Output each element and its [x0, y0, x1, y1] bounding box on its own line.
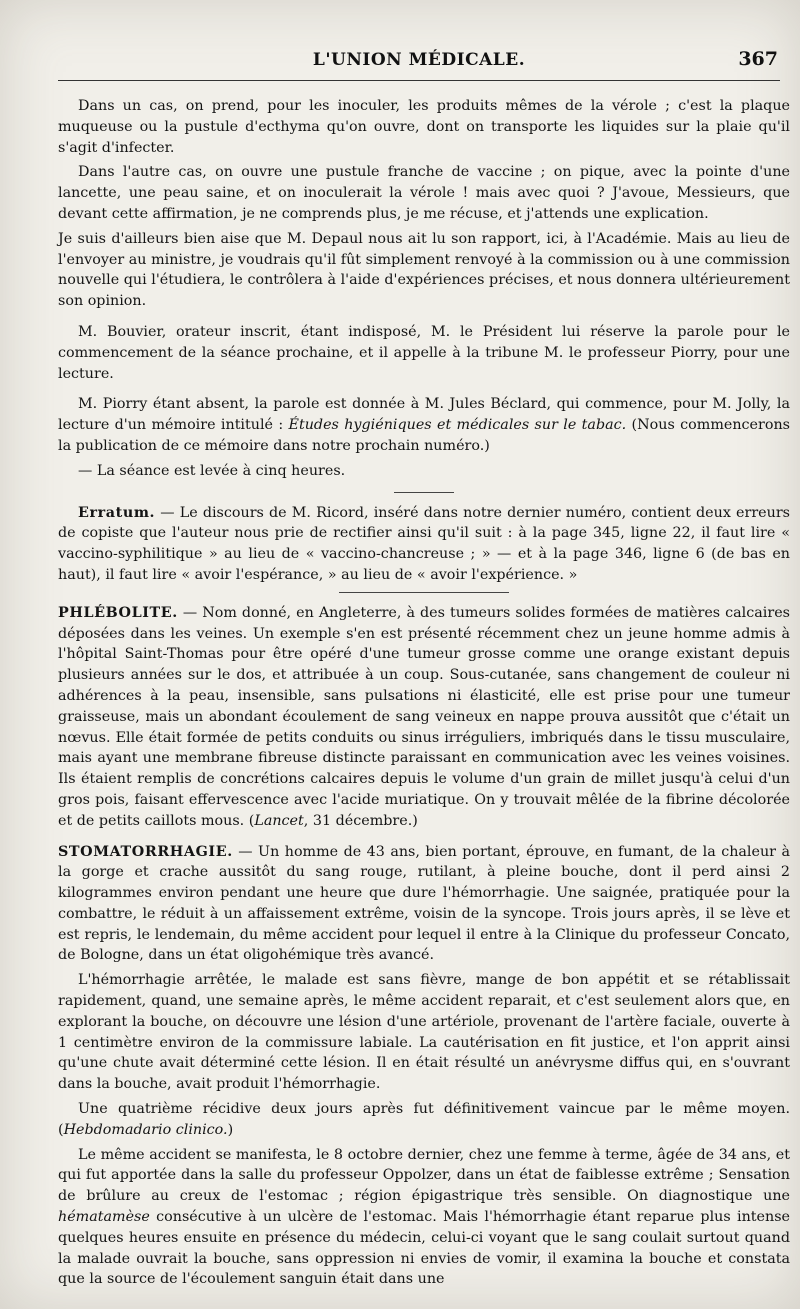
erratum-text: — Le discours de M. Ricord, inséré dans notre dernier numéro, contient deux erreurs de copiste que l'auteur nous prie de rectifier ainsi qu'il suit : à la page 345, ligne 22, il faut lire « vaccino-syphilitique » au lieu de « vaccino-chancreuse ; » — et à la page 346, ligne 6 (de bas en haut), il faut lire « avoir l'espérance, » au lieu de « avoir l'expérience. »: [58, 504, 790, 583]
erratum-lead: Erratum.: [78, 504, 156, 521]
phlebolite-date: , 31 décembre.): [303, 812, 418, 829]
paragraph-note: (Nous commencerons la publication de ce mémoire dans notre prochain numéro.): [58, 417, 790, 454]
stomatorrhagie-paragraph: [58, 842, 790, 967]
phlebolite-lead: PHLÉBOLITE.: [58, 604, 178, 621]
phlebolite-source: Lancet: [254, 812, 304, 829]
paragraph: [58, 1099, 790, 1141]
memoire-title: Études hygiéniques et médicales sur le tabac.: [288, 417, 627, 434]
paragraph-text: consécutive à un ulcère de l'estomac. Mais l'hémorrhagie étant reparue plus intense quelques heures ensuite en présence du médecin, celui-ci voyant que le sang coulait surtout quand la malade ouvrait la bouche, sans oppression ni envies de vomir, il examina la bouche et constata que la source de l'écoulement sanguin était dans une: [58, 1209, 790, 1288]
paragraph: Dans un cas, on prend, pour les inoculer, les produits mêmes de la vérole ; c'est la plaque muqueuse ou la pustule d'ecthyma qu'on ouvre, dont on transporte les liquides sur la plaie qu'il s'agit d'infecter.: [58, 98, 790, 156]
stomatorrhagie-text: — Un homme de 43 ans, bien portant, éprouve, en fumant, de la chaleur à la gorge et crache aussitôt du sang rouge, rutilant, à pleine bouche, dont il perd ainsi 2 kilogrammes environ pendant une heure que dure l'hémorrhagie. Une saignée, pratiquée pour la combattre, le réduit à un affaissement extrême, voisin de la syncope. Trois jours après, il se lève et est repris, le lendemain, du même accident pour lequel il entre à la Clinique du professeur Concato, de Bologne, dans un état oligohémique très avancé.: [58, 843, 790, 964]
paragraph: Je suis d'ailleurs bien aise que M. Depaul nous ait lu son rapport, ici, à l'Académie. Mais au lieu de l'envoyer au ministre, je voudrais qu'il fût simplement renvoyé à la commission ou à une commission nouvelle qui l'étudiera, le contrôlera à l'aide d'expériences précises, et nous donnera ultérieurement son opinion.: [58, 230, 790, 310]
stomatorrhagie-lead: STOMATORRHAGIE.: [58, 843, 233, 860]
phlebolite-text: — Nom donné, en Angleterre, à des tumeurs solides formées de matières calcaires déposées dans les veines. Un exemple s'en est présenté récemment chez un jeune homme admis à l'hôpital Saint-Thomas pour être opéré d'une tumeur grosse comme une orange existant depuis plusieurs années sur le dos, et attribuée à un coup. Sous-cutanée, sans changement de couleur ni adhérences à la peau, insensible, sans pulsations ni élasticité, elle est prise pour une tumeur graisseuse, mais un abondant écoulement de sang veineux en nappe prouva aussitôt que c'était un nœvus. Elle était formée de petits conduits ou sinus irréguliers, imbriqués dans le tissu musculaire, mais ayant une membrane fibreuse distincte paraissant en communication avec les veines voisines. Ils étaient remplis de concrétions calcaires depuis le volume d'un grain de millet jusqu'à celui d'un gros pois, faisant effervescence avec l'acide muriatique. On y trouvait mêlée de la fibrine décolorée et de petits caillots mous. (: [58, 604, 790, 829]
paragraph: [58, 1145, 790, 1291]
erratum: [58, 503, 790, 586]
paragraph-text: Une quatrième récidive deux jours après fut définitivement vaincue par le même moyen. (: [58, 1101, 790, 1138]
paragraph: — La séance est levée à cinq heures.: [78, 462, 346, 479]
section-divider: [339, 592, 509, 593]
paragraph: L'hémorrhagie arrêtée, le malade est sans fièvre, mange de bon appétit et se rétablissait rapidement, quand, une semaine après, le même accident reparait, et c'est seulement alors que, en explorant la bouche, on découvre une lésion d'une artériole, provenant de l'artère faciale, ouverte à 1 centimètre environ de la commissure labiale. La cautérisation en fit justice, et l'on apprit ainsi qu'une chute avait déterminé cette lésion. Il en était résulté un anévrysme diffus qui, en s'ouvrant dans la bouche, avait produit l'hémorrhagie.: [58, 972, 790, 1093]
paragraph: [58, 394, 790, 456]
paragraph-text: M. Piorry étant absent, la parole est donnée à M. Jules Béclard, qui commence, pour M. Jolly, la lecture d'un mémoire intitulé :: [58, 396, 790, 434]
phlebolite-paragraph: [58, 603, 790, 832]
paragraph: Dans l'autre cas, on ouvre une pustule franche de vaccine ; on pique, avec la pointe d'une lancette, une peau saine, et on inoculerait la vérole ! mais avec quoi ? J'avoue, Messieurs, que devant cette affirmation, je ne comprends plus, je me récuse, et j'attends une explication.: [58, 164, 790, 222]
page-header: [58, 46, 780, 81]
article-body: [58, 96, 790, 1294]
paragraph-text: Le même accident se manifesta, le 8 octobre dernier, chez une femme à terme, âgée de 34 ans, et qui fut apportée dans la salle du professeur Oppolzer, dans un état de faiblesse extrême ; Sensation de brûlure au creux de l'estomac ; région épigastrique très sensible. On diagnostique une: [58, 1146, 790, 1205]
medical-term: hématamèse: [58, 1209, 150, 1226]
page-number: 367: [738, 48, 778, 70]
running-title: L'UNION MÉDICALE.: [312, 50, 526, 70]
section-divider: [394, 492, 454, 493]
paragraph: M. Bouvier, orateur inscrit, étant indisposé, M. le Président lui réserve la parole pour le commencement de la séance prochaine, et il appelle à la tribune M. le professeur Piorry, pour une lecture.: [58, 323, 790, 382]
source-title: Hebdomadario clinico.: [63, 1121, 228, 1138]
paragraph-end: ): [227, 1121, 234, 1138]
